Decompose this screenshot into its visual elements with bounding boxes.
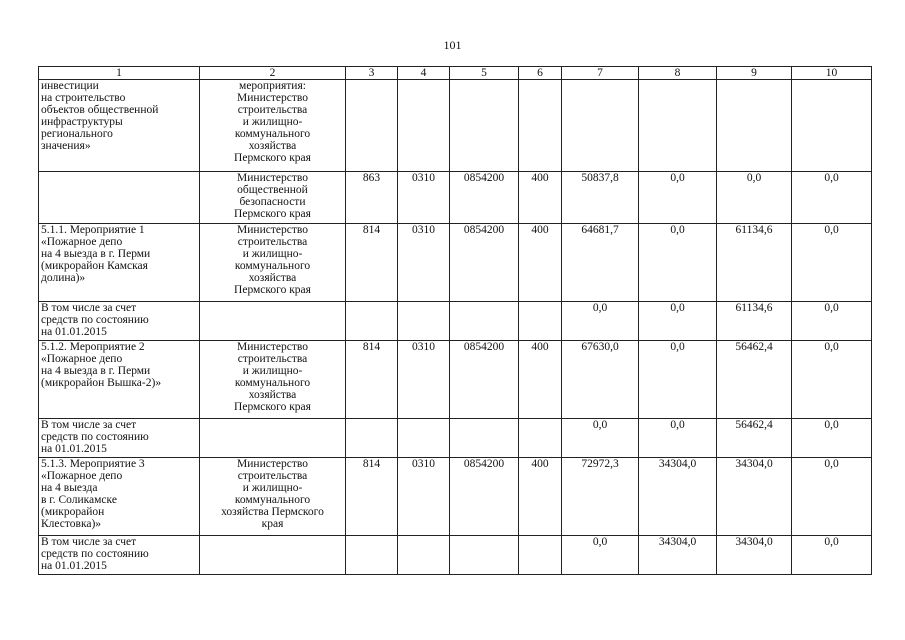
table-header-row: [39, 67, 872, 80]
row-value-cell: 61134,6: [717, 224, 792, 302]
row-section-code-cell: 0310: [398, 458, 450, 536]
row-value-cell: 0,0: [562, 419, 639, 458]
row-value-cell: 64681,7: [562, 224, 639, 302]
row-executor-cell: Министерство строительства и жилищно- коммунального хозяйства Пермского края: [200, 224, 346, 302]
row-description-cell: 5.1.2. Мероприятие 2 «Пожарное депо на 4 выезда в г. Перми (микрорайон Вышка-2)»: [39, 341, 200, 419]
header-cell: 8: [639, 67, 717, 80]
row-value-cell: 56462,4: [717, 419, 792, 458]
row-target-code-cell: [450, 302, 519, 341]
row-executor-cell: [200, 536, 346, 575]
row-expense-type-cell: [519, 80, 562, 172]
row-value-cell: [717, 80, 792, 172]
row-expense-type-cell: 400: [519, 172, 562, 224]
table-row: [39, 458, 872, 536]
header-cell: 4: [398, 67, 450, 80]
row-value-cell: 34304,0: [639, 458, 717, 536]
table-row: [39, 80, 872, 172]
header-cell: 3: [346, 67, 398, 80]
row-executor-cell: мероприятия: Министерство строительства и жилищно- коммунального хозяйства Пермского края: [200, 80, 346, 172]
row-executor-cell: [200, 302, 346, 341]
row-executor-cell: [200, 419, 346, 458]
row-target-code-cell: 0854200: [450, 341, 519, 419]
row-value-cell: 0,0: [639, 224, 717, 302]
row-section-code-cell: 0310: [398, 172, 450, 224]
row-expense-type-cell: [519, 419, 562, 458]
header-cell: 5: [450, 67, 519, 80]
row-target-code-cell: [450, 536, 519, 575]
row-value-cell: 0,0: [792, 172, 872, 224]
row-value-cell: 0,0: [639, 419, 717, 458]
row-target-code-cell: [450, 419, 519, 458]
row-ministry-code-cell: 814: [346, 224, 398, 302]
row-target-code-cell: [450, 80, 519, 172]
row-value-cell: 72972,3: [562, 458, 639, 536]
table-row: [39, 302, 872, 341]
table-row: [39, 172, 872, 224]
row-value-cell: 67630,0: [562, 341, 639, 419]
row-ministry-code-cell: [346, 302, 398, 341]
row-value-cell: 0,0: [792, 224, 872, 302]
row-ministry-code-cell: [346, 419, 398, 458]
row-value-cell: 0,0: [639, 341, 717, 419]
row-value-cell: 50837,8: [562, 172, 639, 224]
table-row: [39, 341, 872, 419]
row-expense-type-cell: [519, 302, 562, 341]
row-value-cell: 0,0: [562, 302, 639, 341]
row-ministry-code-cell: 814: [346, 341, 398, 419]
row-expense-type-cell: 400: [519, 458, 562, 536]
row-executor-cell: Министерство строительства и жилищно- коммунального хозяйства Пермского края: [200, 458, 346, 536]
row-target-code-cell: 0854200: [450, 172, 519, 224]
table-row: [39, 536, 872, 575]
table-row: [39, 419, 872, 458]
row-description-cell: [39, 172, 200, 224]
table-body: [39, 80, 872, 575]
row-description-cell: В том числе за счет средств по состоянию на 01.01.2015: [39, 302, 200, 341]
row-target-code-cell: 0854200: [450, 224, 519, 302]
row-value-cell: 0,0: [792, 419, 872, 458]
table-row: [39, 224, 872, 302]
row-expense-type-cell: 400: [519, 224, 562, 302]
row-value-cell: 0,0: [562, 536, 639, 575]
row-executor-cell: Министерство общественной безопасности Пермского края: [200, 172, 346, 224]
row-description-cell: 5.1.3. Мероприятие 3 «Пожарное депо на 4 выезда в г. Соликамске (микрорайон Клестовка)»: [39, 458, 200, 536]
row-section-code-cell: 0310: [398, 341, 450, 419]
header-cell: 1: [39, 67, 200, 80]
row-expense-type-cell: [519, 536, 562, 575]
header-cell: 10: [792, 67, 872, 80]
row-section-code-cell: [398, 536, 450, 575]
row-expense-type-cell: 400: [519, 341, 562, 419]
row-target-code-cell: 0854200: [450, 458, 519, 536]
header-cell: 9: [717, 67, 792, 80]
row-ministry-code-cell: [346, 536, 398, 575]
row-value-cell: 0,0: [792, 302, 872, 341]
row-value-cell: 0,0: [792, 341, 872, 419]
header-cell: 7: [562, 67, 639, 80]
header-cell: 6: [519, 67, 562, 80]
row-description-cell: В том числе за счет средств по состоянию на 01.01.2015: [39, 536, 200, 575]
row-value-cell: 34304,0: [717, 458, 792, 536]
row-description-cell: 5.1.1. Мероприятие 1 «Пожарное депо на 4 выезда в г. Перми (микрорайон Камская долина)»: [39, 224, 200, 302]
page-number: 101: [443, 38, 462, 52]
row-value-cell: 0,0: [639, 172, 717, 224]
row-ministry-code-cell: [346, 80, 398, 172]
row-ministry-code-cell: 863: [346, 172, 398, 224]
row-value-cell: 0,0: [717, 172, 792, 224]
row-description-cell: В том числе за счет средств по состоянию на 01.01.2015: [39, 419, 200, 458]
row-value-cell: 61134,6: [717, 302, 792, 341]
row-value-cell: 0,0: [639, 302, 717, 341]
row-ministry-code-cell: 814: [346, 458, 398, 536]
row-section-code-cell: 0310: [398, 224, 450, 302]
row-value-cell: 34304,0: [717, 536, 792, 575]
row-value-cell: 0,0: [792, 536, 872, 575]
row-value-cell: [639, 80, 717, 172]
row-value-cell: 56462,4: [717, 341, 792, 419]
row-value-cell: 34304,0: [639, 536, 717, 575]
row-section-code-cell: [398, 302, 450, 341]
row-value-cell: [562, 80, 639, 172]
row-section-code-cell: [398, 80, 450, 172]
row-executor-cell: Министерство строительства и жилищно- коммунального хозяйства Пермского края: [200, 341, 346, 419]
header-cell: 2: [200, 67, 346, 80]
row-description-cell: инвестиции на строительство объектов общественной инфраструктуры регионального значения»: [39, 80, 200, 172]
row-section-code-cell: [398, 419, 450, 458]
row-value-cell: 0,0: [792, 458, 872, 536]
row-value-cell: [792, 80, 872, 172]
budget-table: [38, 66, 872, 575]
